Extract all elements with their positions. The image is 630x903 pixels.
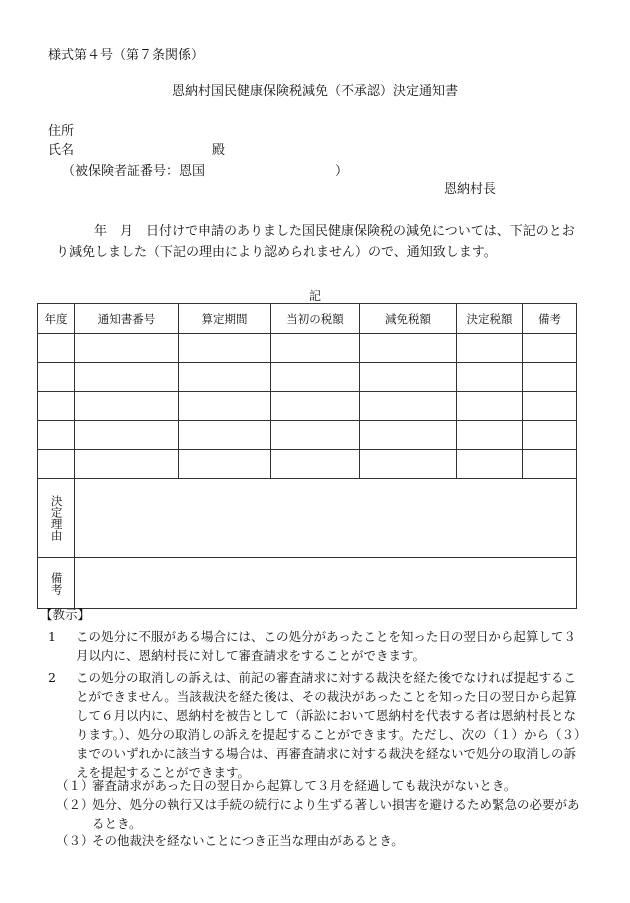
remarks-label-cell: [38, 558, 75, 609]
table-cell: [38, 334, 75, 363]
table-cell: [75, 392, 179, 421]
col-header-assessment-period: 算定期間: [179, 304, 271, 334]
sub-item-text: 審査請求があった日の翌日から起算して３月を経過しても裁決がないとき。: [92, 778, 517, 793]
address-label: 住所: [48, 124, 75, 139]
instruction-number: 2: [48, 670, 56, 685]
table-cell: [75, 421, 179, 450]
decision-reason-field: [75, 479, 577, 558]
table-cell: [360, 363, 457, 392]
table-cell: [38, 392, 75, 421]
instruction-item: [48, 627, 588, 665]
table-cell: [360, 392, 457, 421]
table-cell: [75, 334, 179, 363]
col-header-decided-tax: 決定税額: [457, 304, 523, 334]
table-cell: [523, 334, 577, 363]
ki-heading: 記: [308, 289, 321, 303]
decision-table: [37, 303, 577, 609]
table-cell: [360, 450, 457, 479]
col-header-notice-number: 通知書番号: [75, 304, 179, 334]
table-cell: [360, 421, 457, 450]
table-cell: [179, 363, 271, 392]
col-header-original-tax: 当初の税額: [271, 304, 360, 334]
honorific: 殿: [212, 143, 226, 158]
col-header-remarks: 備考: [523, 304, 577, 334]
remarks-field: [75, 558, 577, 609]
sub-item-number: （２）: [56, 797, 94, 812]
table-cell: [179, 421, 271, 450]
insured-number-label: （被保険者証番号：恩国: [62, 164, 206, 179]
table-row: [38, 363, 577, 392]
notice-body: 年 月 日付けで申請のありました国民健康保険税の減免については、下記のとおり減免しました（下記の理由により認められません）ので、通知致します。: [56, 224, 575, 260]
table-cell: [38, 450, 75, 479]
remarks-row: [38, 558, 577, 609]
table-cell: [457, 421, 523, 450]
instruction-sub-item: [56, 776, 586, 795]
table-cell: [523, 363, 577, 392]
sub-item-text: その他裁決を経ないことにつき正当な理由があるとき。: [92, 833, 404, 848]
instruction-sub-item: [56, 795, 586, 833]
issuer-name: 恩納村長: [444, 182, 497, 197]
name-label: 氏名: [48, 143, 75, 158]
table-cell: [179, 334, 271, 363]
table-row: [38, 392, 577, 421]
table-row: [38, 334, 577, 363]
instruction-sub-item: [56, 831, 586, 850]
remarks-label: 備考: [49, 571, 64, 595]
table-cell: [523, 421, 577, 450]
col-header-fiscal-year: 年度: [38, 304, 75, 334]
table-cell: [271, 421, 360, 450]
instructions-heading: 【教示】: [40, 607, 91, 622]
instruction-item: [48, 668, 588, 782]
instruction-text: この処分の取消しの訴えは、前記の審査請求に対する裁決を経た後でなければ提起することができません。当該裁決を経た後は、その裁決があったことを知った日の翌日から起算して６月以内に、恩納村を被告として（訴訟において恩納村を代表する者は恩納村長となります。）、処分の取消しの訴えを提起することができます。ただし、次の（１）から（３）までのいずれかに該当する場合は、再審査請求に対する裁決を経ないで処分の取消しの訴えを提起することができます。: [76, 670, 587, 780]
table-cell: [271, 450, 360, 479]
decision-reason-label-cell: [38, 479, 75, 558]
table-cell: [457, 334, 523, 363]
table-cell: [457, 450, 523, 479]
table-cell: [38, 363, 75, 392]
table-cell: [179, 450, 271, 479]
instruction-number: 1: [48, 629, 56, 644]
sub-item-number: （１）: [56, 778, 94, 793]
table-cell: [75, 450, 179, 479]
table-cell: [271, 334, 360, 363]
table-row: [38, 450, 577, 479]
document-title: 恩納村国民健康保険税減免（不承認）決定通知書: [171, 84, 458, 99]
table-cell: [360, 334, 457, 363]
table-cell: [38, 421, 75, 450]
sub-item-text: 処分、処分の執行又は手続の続行により生ずる著しい損害を避けるため緊急の必要があるとき。: [92, 797, 580, 831]
table-row: [38, 421, 577, 450]
table-cell: [457, 363, 523, 392]
col-header-reduced-tax: 減免税額: [360, 304, 457, 334]
table-cell: [271, 392, 360, 421]
table-cell: [523, 450, 577, 479]
instruction-text: この処分に不服がある場合には、この処分があったことを知った日の翌日から起算して３月以内に、恩納村長に対して審査請求をすることができます。: [76, 629, 576, 663]
sub-item-number: （３）: [56, 833, 94, 848]
decision-reason-label: 決定理由: [49, 495, 64, 541]
insured-number-close: ）: [335, 164, 349, 179]
form-number: 様式第４号（第７条関係）: [48, 48, 205, 63]
table-header-row: [38, 304, 577, 334]
table-cell: [179, 392, 271, 421]
table-cell: [75, 363, 179, 392]
table-cell: [523, 392, 577, 421]
table-cell: [271, 363, 360, 392]
decision-reason-row: [38, 479, 577, 558]
table-cell: [457, 392, 523, 421]
